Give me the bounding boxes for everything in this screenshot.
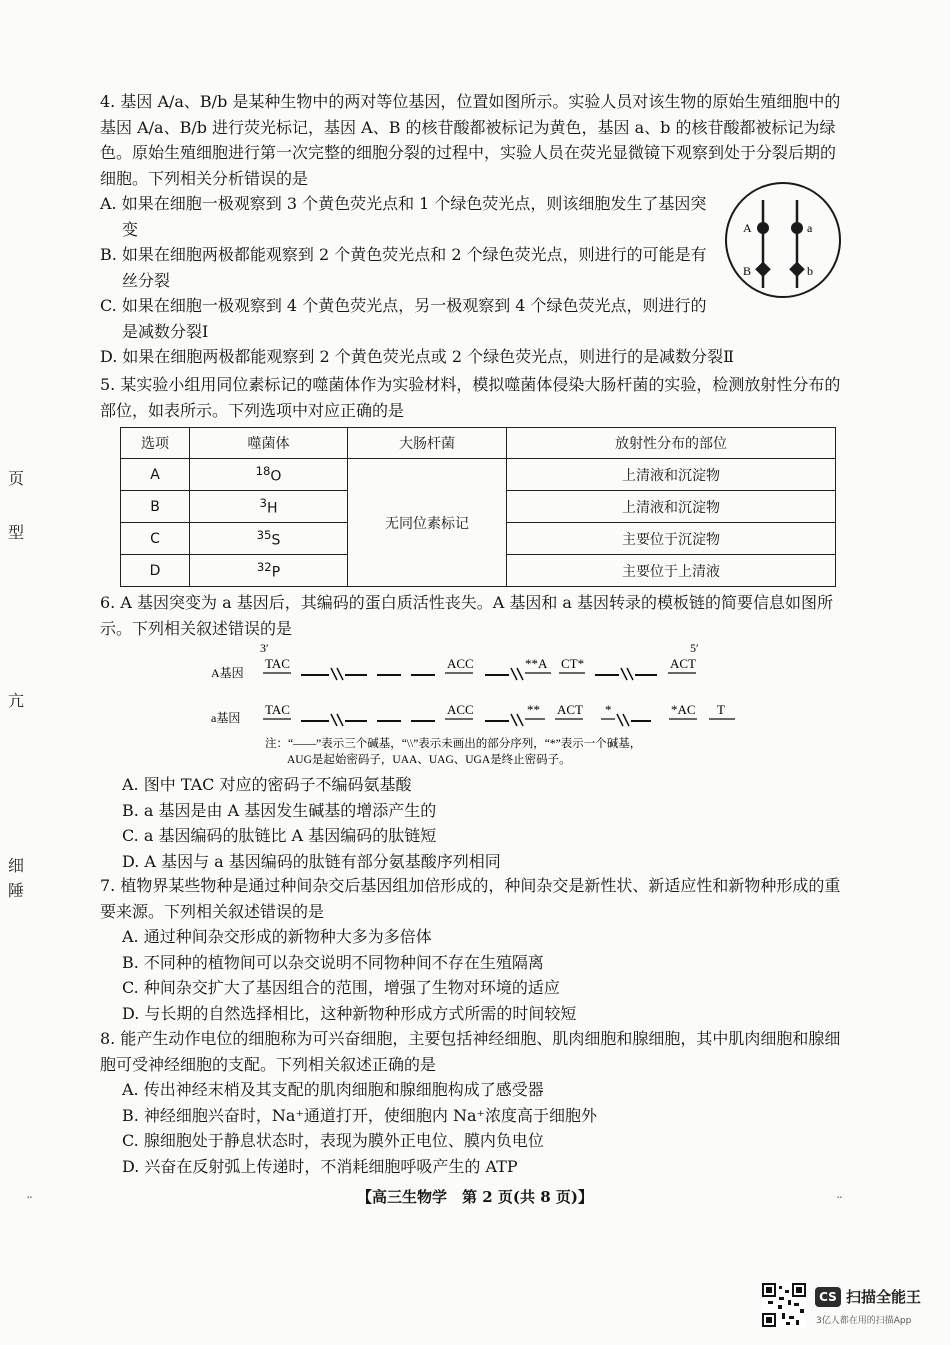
option-d: D. 与长期的自然选择相比，这种新物种形成方式所需的时间较短 [122,1003,577,1023]
margin-mark: 型 [8,523,25,542]
mass-number: 35 [256,528,272,543]
divider-mark: ¨ [26,1195,33,1211]
brand-slogan: 3亿人都在用的扫描App [816,1316,912,1326]
seq-token: **A [525,656,548,671]
page-footer: 【高三生物学 第 2 页(共 8 页)】 [357,1188,593,1206]
margin-mark: 陲 [8,881,25,900]
option-c: C. 如果在细胞一极观察到 4 个黄色荧光点，另一极观察到 4 个绿色荧光点，则进行的是减数分裂Ⅰ [100,296,707,341]
option-a: A. 通过种间杂交形成的新物种大多为多倍体 [122,927,432,946]
question-8 [100,1026,845,1179]
figure-note: 注：“——”表示三个碱基，“\\”表示未画出的部分序列，“*”表示一个碱基， [265,738,642,750]
margin-mark: 页 [8,469,25,488]
table-cell: 主要位于上清液 [507,555,836,587]
end-5-label: 5′ [690,641,699,655]
table-cell: A [121,459,190,491]
table-header: 放射性分布的部位 [507,428,836,459]
option-d: D. A 基因与 a 基因编码的肽链有部分氨基酸序列相同 [122,851,501,871]
table-header-row [121,428,836,459]
table-cell: 主要位于沉淀物 [507,523,836,555]
table-cell [190,491,348,523]
seq-token: ** [527,702,540,717]
gene-label-b: b [807,264,813,278]
seq-token: ACT [670,656,696,671]
question-stem: 6. A 基因突变为 a 基因后，其编码的蛋白质活性丧失。A 基因和 a 基因转录的模板链的简要信息如图所示。下列相关叙述错误的是 [100,593,834,638]
option-c: C. 种间杂交扩大了基因组合的范围，增强了生物对环境的适应 [122,978,560,997]
table-header: 选项 [121,428,190,459]
mass-number: 32 [256,560,272,575]
mass-number: 18 [255,464,271,479]
option-b: B. a 基因是由 A 基因发生碱基的增添产生的 [122,800,437,820]
seq-token: ACC [447,702,474,717]
gene-sequence-figure [205,640,765,770]
table-header: 大肠杆菌 [348,428,507,459]
element: P [271,564,281,581]
option-b: B. 神经细胞兴奋时，Na⁺通道打开，使细胞内 Na⁺浓度高于细胞外 [122,1105,597,1125]
question-stem: 8. 能产生动作电位的细胞称为可兴奋细胞，主要包括神经细胞、肌肉细胞和腺细胞，其中肌肉细胞和腺细胞可受神经细胞的支配。下列相关叙述正确的是 [100,1029,841,1074]
table-row [121,459,836,491]
divider-mark: ¨ [836,1195,843,1211]
element: S [271,532,281,549]
option-d: D. 兴奋在反射弧上传递时，不消耗细胞呼吸产生的 ATP [122,1156,518,1176]
seq-token: CT* [561,656,585,671]
table-cell: D [121,555,190,587]
seq-token: TAC [265,702,290,717]
option-c: C. a 基因编码的肽链比 A 基因编码的肽链短 [122,826,437,845]
question-stem: 7. 植物界某些物种是通过种间杂交后基因组加倍形成的，种间杂交是新性状、新适应性和新物种形成的重要来源。下列相关叙述错误的是 [100,876,841,921]
table-cell [190,459,348,491]
gene-label-a: a [807,221,813,235]
question-7 [100,873,845,1026]
end-3-label: 3′ [260,641,269,655]
table-cell: C [121,523,190,555]
gene-label-B: B [743,264,752,278]
mass-number: 3 [259,496,267,511]
margin-mark: 细 [8,856,25,875]
option-a: A. 传出神经末梢及其支配的肌肉细胞和腺细胞构成了感受器 [122,1080,544,1099]
question-stem: 4. 基因 A/a、B/b 是某种生物中的两对等位基因，位置如图所示。实验人员对该生物的原始生殖细胞中的基因 A/a、B/b 进行荧光标记，基因 A、B 的核苷酸都被标记为黄色，基因 a、b 的核苷酸都被标记为绿色。原始生殖细胞进行第一次完整的细胞分裂的过程中，实验人员在荧光显微镜下观察到处于分裂后期的细胞。下列相关分析错误的是 [100,92,841,188]
table-cell: 无同位素标记 [348,459,507,587]
question-6 [100,590,845,641]
table-cell: B [121,491,190,523]
element: H [266,500,278,517]
seq-token: ACC [447,656,474,671]
option-a: A. 图中 TAC 对应的密码子不编码氨基酸 [122,775,412,794]
margin-mark: 亢 [8,691,25,710]
seq-token: * [605,702,612,717]
option-c: C. 腺细胞处于静息状态时，表现为膜外正电位、膜内负电位 [122,1131,544,1150]
option-b: B. 如果在细胞两极都能观察到 2 个黄色荧光点和 2 个绿色荧光点，则进行的可能是有丝分裂 [100,245,707,290]
table-header: 噬菌体 [190,428,348,459]
question-stem: 5. 某实验小组用同位素标记的噬菌体作为实验材料，模拟噬菌体侵染大肠杆菌的实验，检测放射性分布的部位，如表所示。下列选项中对应正确的是 [100,375,841,420]
qr-code-icon [762,1283,806,1327]
gene-label-A: A [743,221,752,235]
seq-token: *AC [671,702,696,717]
option-a: A. 如果在细胞一极观察到 3 个黄色荧光点和 1 个绿色荧光点，则该细胞发生了基因突变 [100,194,707,239]
table-cell [190,523,348,555]
table-cell: 上清液和沉淀物 [507,491,836,523]
isotope-table [120,427,836,587]
chromosome-diagram [723,180,843,300]
option-b: B. 不同种的植物间可以杂交说明不同物种间不存在生殖隔离 [122,952,544,972]
gene-A-label: A基因 [211,666,244,680]
table-cell [190,555,348,587]
scanner-watermark [762,1283,942,1333]
cs-logo: CS [815,1287,841,1307]
seq-token: ACT [557,702,583,717]
table-cell: 上清液和沉淀物 [507,459,836,491]
seq-token: TAC [265,656,290,671]
gene-a-label: a基因 [211,711,241,725]
question-5 [100,372,845,423]
brand-name: 扫描全能王 [846,1288,922,1306]
figure-note: AUG是起始密码子，UAA、UAG、UGA是终止密码子。 [287,754,571,766]
element: O [270,468,282,485]
option-d: D. 如果在细胞两极都能观察到 2 个黄色荧光点或 2 个绿色荧光点，则进行的是减数分裂Ⅱ [100,347,735,366]
seq-token: T [717,702,725,717]
question-6-options [100,772,845,874]
